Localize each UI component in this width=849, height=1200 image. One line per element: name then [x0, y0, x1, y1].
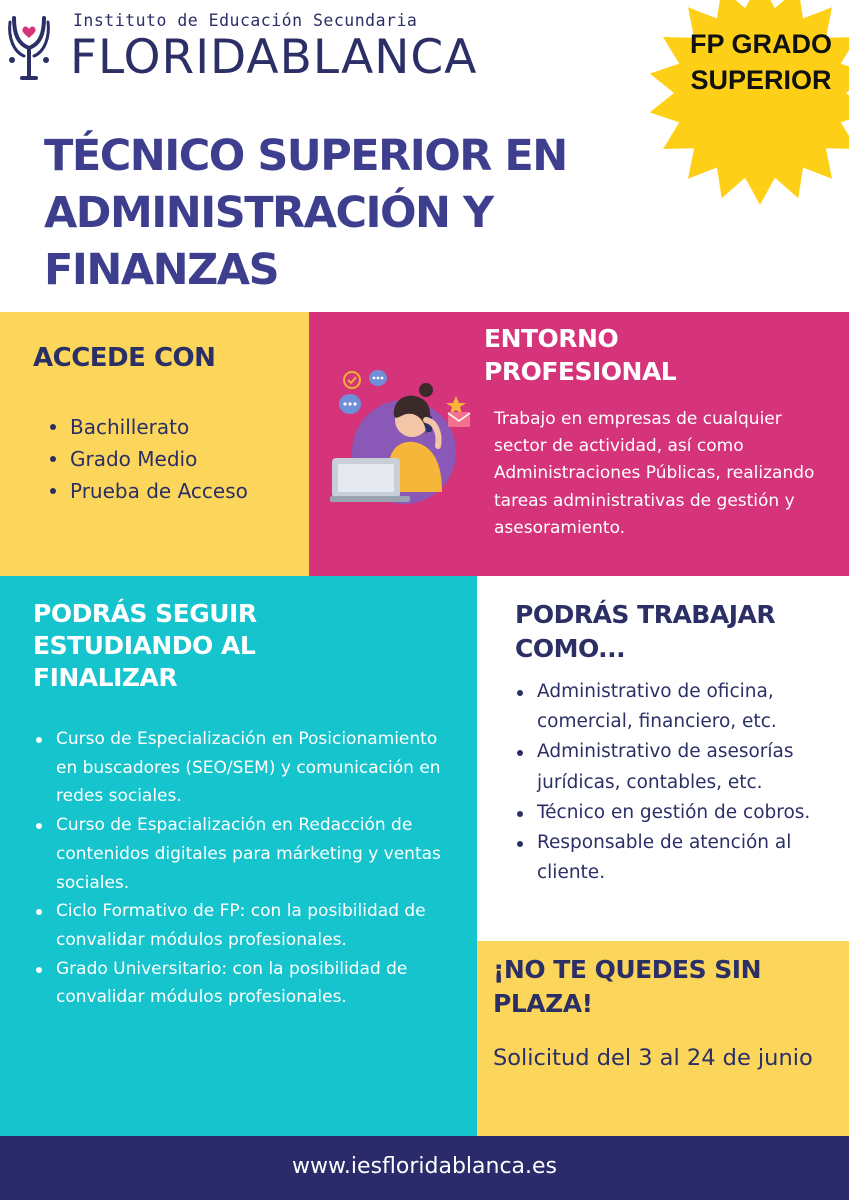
- jobs-heading: [515, 598, 845, 666]
- access-heading: ACCEDE CON: [33, 343, 216, 373]
- environment-heading-line: PROFESIONAL: [484, 357, 677, 386]
- further-study-item: Ciclo Formativo de FP: con la posibilidad de convalidar módulos profesionales.: [34, 897, 444, 954]
- badge-line-2: SUPERIOR: [690, 65, 832, 95]
- fp-grado-superior-badge: [668, 26, 849, 98]
- jobs-heading-line: COMO...: [515, 634, 626, 663]
- institute-name: FLORIDABLANCA: [70, 30, 478, 85]
- cta-heading-line: PLAZA!: [493, 989, 593, 1018]
- cta-heading-line: ¡NO TE QUEDES SIN: [493, 955, 762, 984]
- further-study-heading-line: FINALIZAR: [33, 663, 178, 692]
- environment-heading: [484, 322, 824, 388]
- further-study-item: Grado Universitario: con la posibilidad de convalidar módulos profesionales.: [34, 955, 444, 1012]
- job-item: Técnico en gestión de cobros.: [515, 798, 845, 828]
- website-link[interactable]: www.iesfloridablanca.es: [291, 1154, 558, 1179]
- jobs-list: [515, 677, 845, 888]
- page-title: [44, 128, 684, 299]
- badge-line-1: FP GRADO: [689, 29, 832, 59]
- access-item: Bachillerato: [48, 411, 248, 443]
- environment-text: Trabajo en empresas de cualquier sector de actividad, así como Administraciones Públicas, realizando tareas administrativas de gestión y asesoramiento.: [494, 409, 815, 538]
- access-item: Prueba de Acceso: [48, 475, 248, 507]
- further-study-heading: [33, 598, 453, 694]
- header: [0, 0, 849, 312]
- access-item: Grado Medio: [48, 443, 248, 475]
- institute-subtitle: Instituto de Educación Secundaria: [73, 11, 418, 30]
- title-line-2: ADMINISTRACIÓN Y: [44, 188, 493, 238]
- title-line-1: TÉCNICO SUPERIOR EN: [44, 131, 567, 181]
- cta-heading: [493, 953, 833, 1021]
- further-study-item: Curso de Especialización en Posicionamiento en buscadores (SEO/SEM) y comunicación en redes sociales.: [34, 725, 444, 811]
- job-item: Administrativo de oficina, comercial, financiero, etc.: [515, 677, 845, 737]
- further-study-item: Curso de Espacialización en Redacción de contenidos digitales para márketing y ventas sociales.: [34, 811, 444, 897]
- further-study-list: [34, 725, 444, 1012]
- further-study-heading-line: PODRÁS SEGUIR: [33, 599, 257, 628]
- jobs-heading-line: PODRÁS TRABAJAR: [515, 600, 776, 629]
- environment-heading-line: ENTORNO: [484, 324, 619, 353]
- title-line-3: FINANZAS: [44, 245, 279, 295]
- job-item: Responsable de atención al cliente.: [515, 828, 845, 888]
- job-item: Administrativo de asesorías jurídicas, contables, etc.: [515, 737, 845, 797]
- application-dates: Solicitud del 3 al 24 de junio: [493, 1045, 813, 1071]
- access-list: [48, 411, 248, 507]
- institute-logo-icon: [6, 12, 52, 84]
- further-study-heading-line: ESTUDIANDO AL: [33, 631, 256, 660]
- office-worker-phone-illustration: [330, 360, 478, 508]
